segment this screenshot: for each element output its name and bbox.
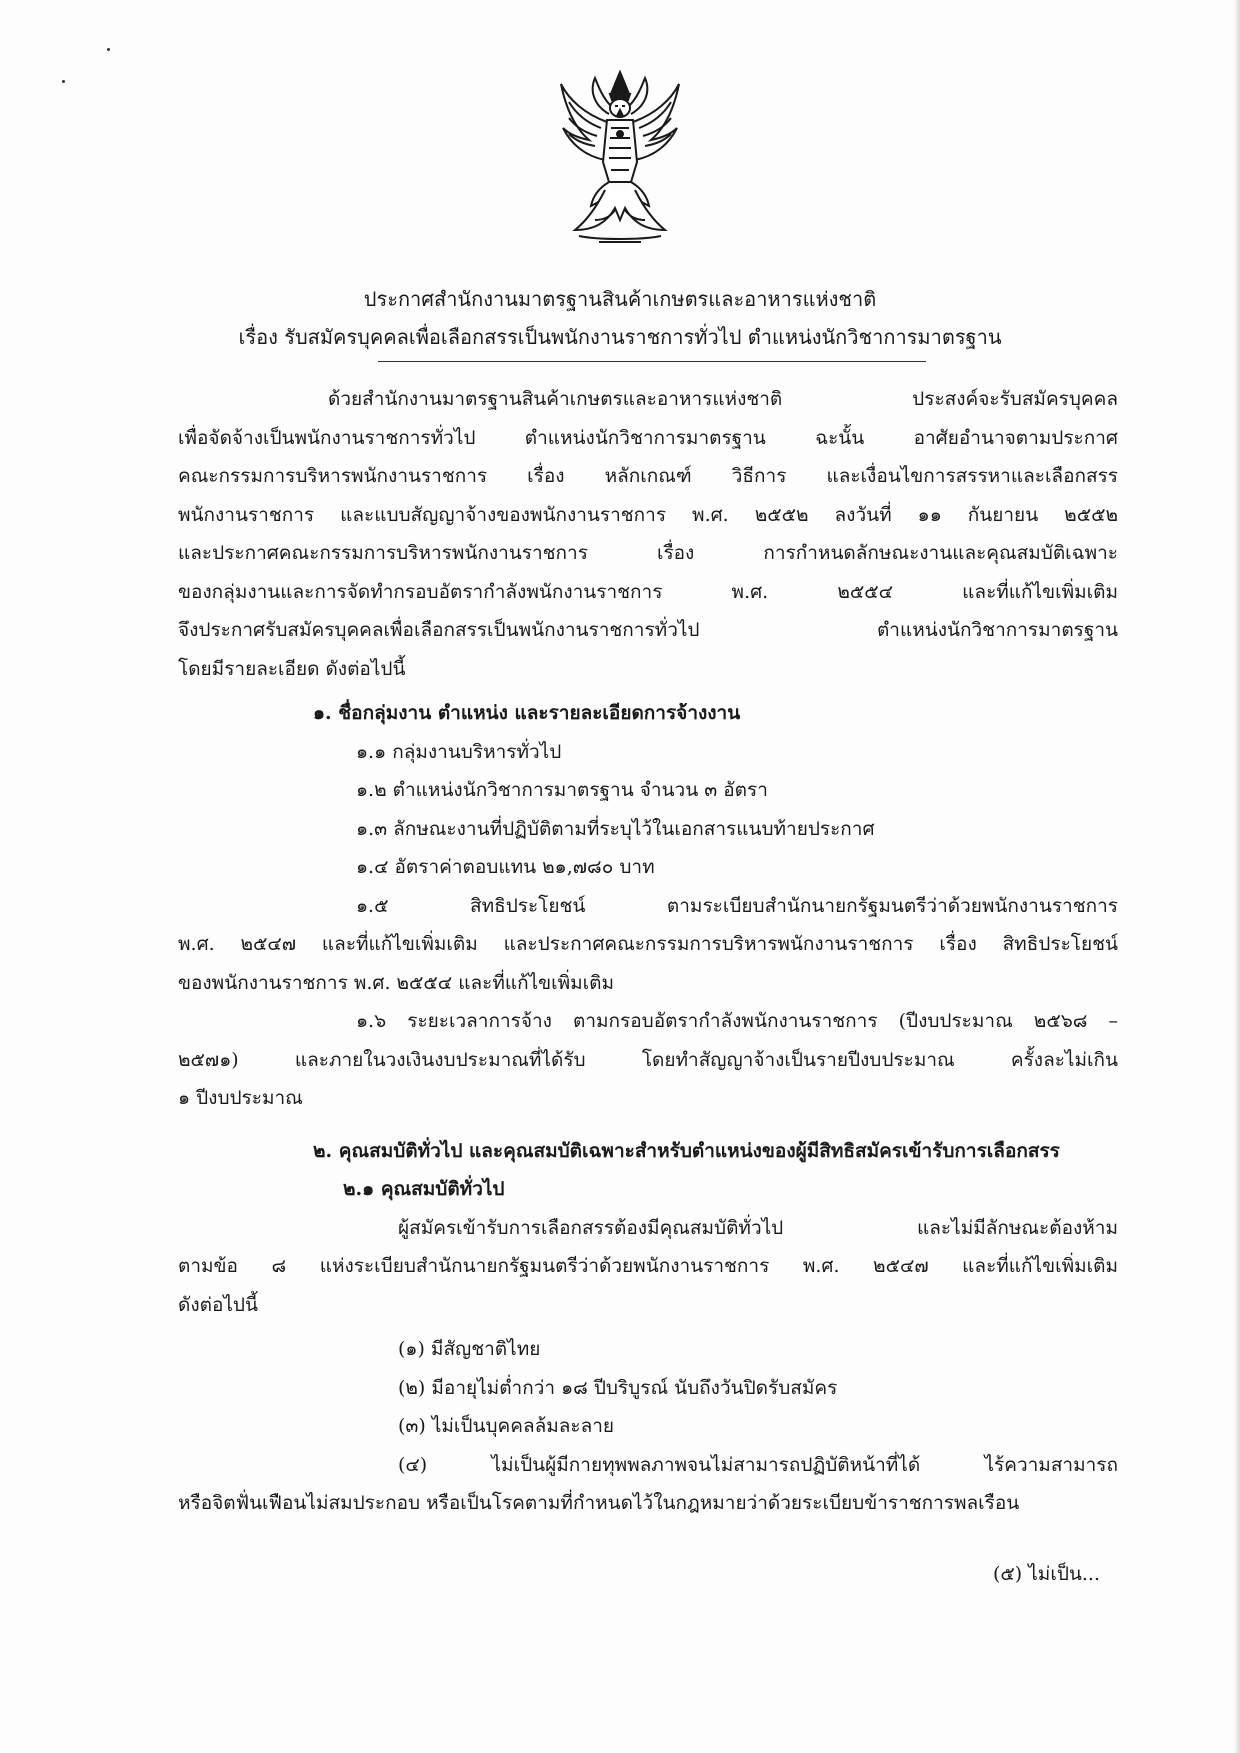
item-1-5-cont: พ.ศ. ๒๕๔๗ และที่แก้ไขเพิ่มเติม และประกาศคณะกรรมการบริหารพนักงานราชการ เรื่อง สิทธิประโยชน์ (178, 933, 1118, 955)
subsection-2-1-text: ดังต่อไปนี้ (178, 1293, 258, 1316)
intro-line: จึงประกาศรับสมัครบุคคลเพื่อเลือกสรรเป็นพนักงานราชการทั่วไป ตำแหน่งนักวิชาการมาตรฐาน (178, 619, 1118, 641)
item-1-3: ๑.๓ ลักษณะงานที่ปฏิบัติตามที่ระบุไว้ในเอกสารแนบท้ายประกาศ (356, 817, 875, 840)
page-continuation: (๕) ไม่เป็น... (993, 1563, 1100, 1585)
garuda-emblem-icon (555, 70, 685, 245)
qualification-1: (๑) มีสัญชาติไทย (398, 1338, 541, 1360)
item-1-6-cont: ๑ ปีงบประมาณ (178, 1087, 303, 1109)
scan-speck (107, 48, 110, 51)
qualification-2: (๒) มีอายุไม่ต่ำกว่า ๑๘ ปีบริบูรณ์ นับถึงวันปิดรับสมัคร (398, 1376, 838, 1399)
title-line-1: ประกาศสำนักงานมาตรฐานสินค้าเกษตรและอาหารแห่งชาติ (363, 287, 877, 311)
qualification-3: (๓) ไม่เป็นบุคคลล้มละลาย (398, 1415, 615, 1437)
item-1-5: ๑.๕ สิทธิประโยชน์ ตามระเบียบสำนักนายกรัฐมนตรีว่าด้วยพนักงานราชการ (356, 894, 1118, 917)
section-2-heading: ๒. คุณสมบัติทั่วไป และคุณสมบัติเฉพาะสำหรับตำแหน่งของผู้มีสิทธิสมัครเข้ารับการเลือกสรร (313, 1139, 1060, 1162)
intro-line: และประกาศคณะกรรมการบริหารพนักงานราชการ เรื่อง การกำหนดลักษณะงานและคุณสมบัติเฉพาะ (178, 542, 1118, 564)
intro-line: ด้วยสำนักงานมาตรฐานสินค้าเกษตรและอาหารแห่งชาติ ประสงค์จะรับสมัครบุคคล (328, 388, 1118, 410)
item-1-6: ๑.๖ ระยะเวลาการจ้าง ตามกรอบอัตรากำลังพนักงานราชการ (ปีงบประมาณ ๒๕๖๘ – (356, 1010, 1118, 1032)
intro-line: คณะกรรมการบริหารพนักงานราชการ เรื่อง หลักเกณฑ์ วิธีการ และเงื่อนไขการสรรหาและเลือกสรร (178, 465, 1118, 487)
item-1-1: ๑.๑ กลุ่มงานบริหารทั่วไป (356, 740, 562, 763)
intro-line: พนักงานราชการ และแบบสัญญาจ้างของพนักงานราชการ พ.ศ. ๒๕๕๒ ลงวันที่ ๑๑ กันยายน ๒๕๕๒ (178, 503, 1118, 526)
section-1-heading: ๑. ชื่อกลุ่มงาน ตำแหน่ง และรายละเอียดการจ้างงาน (313, 702, 741, 724)
page-edge-shadow (1234, 0, 1240, 1753)
qualification-4: (๔) ไม่เป็นผู้มีกายทุพพลภาพจนไม่สามารถปฏิบัติหน้าที่ได้ ไร้ความสามารถ (398, 1453, 1118, 1476)
item-1-6-cont: ๒๕๗๑) และภายในวงเงินงบประมาณที่ได้รับ โดยทำสัญญาจ้างเป็นรายปีงบประมาณ ครั้งละไม่เกิน (178, 1048, 1118, 1071)
item-1-5-cont: ของพนักงานราชการ พ.ศ. ๒๕๕๔ และที่แก้ไขเพิ่มเติม (178, 971, 615, 994)
title-line-2: เรื่อง รับสมัครบุคคลเพื่อเลือกสรรเป็นพนักงานราชการทั่วไป ตำแหน่งนักวิชาการมาตรฐาน (238, 325, 1002, 349)
subsection-2-1-text: ผู้สมัครเข้ารับการเลือกสรรต้องมีคุณสมบัติทั่วไป และไม่มีลักษณะต้องห้าม (398, 1216, 1118, 1239)
scan-speck (62, 80, 65, 83)
item-1-2: ๑.๒ ตำแหน่งนักวิชาการมาตรฐาน จำนวน ๓ อัตรา (356, 779, 768, 801)
announcement-title (150, 280, 1090, 356)
title-divider (378, 361, 926, 362)
intro-line: ของกลุ่มงานและการจัดทำกรอบอัตรากำลังพนักงานราชการ พ.ศ. ๒๕๕๔ และที่แก้ไขเพิ่มเติม (178, 580, 1118, 603)
item-1-4: ๑.๔ อัตราค่าตอบแทน ๒๑,๗๘๐ บาท (356, 856, 655, 878)
subsection-2-1-heading: ๒.๑ คุณสมบัติทั่วไป (343, 1178, 505, 1200)
subsection-2-1-text: ตามข้อ ๘ แห่งระเบียบสำนักนายกรัฐมนตรีว่าด้วยพนักงานราชการ พ.ศ. ๒๕๔๗ และที่แก้ไขเพิ่มเติม (178, 1255, 1118, 1277)
qualification-4-cont: หรือจิตฟั่นเฟือนไม่สมประกอบ หรือเป็นโรคตามที่กำหนดไว้ในกฎหมายว่าด้วยระเบียบข้าราชการพลเรือน (178, 1492, 1020, 1514)
document-body (178, 380, 1118, 1523)
intro-line: โดยมีรายละเอียด ดังต่อไปนี้ (178, 657, 406, 680)
intro-line: เพื่อจัดจ้างเป็นพนักงานราชการทั่วไป ตำแหน่งนักวิชาการมาตรฐาน ฉะนั้น อาศัยอำนาจตามประกาศ (178, 426, 1118, 449)
